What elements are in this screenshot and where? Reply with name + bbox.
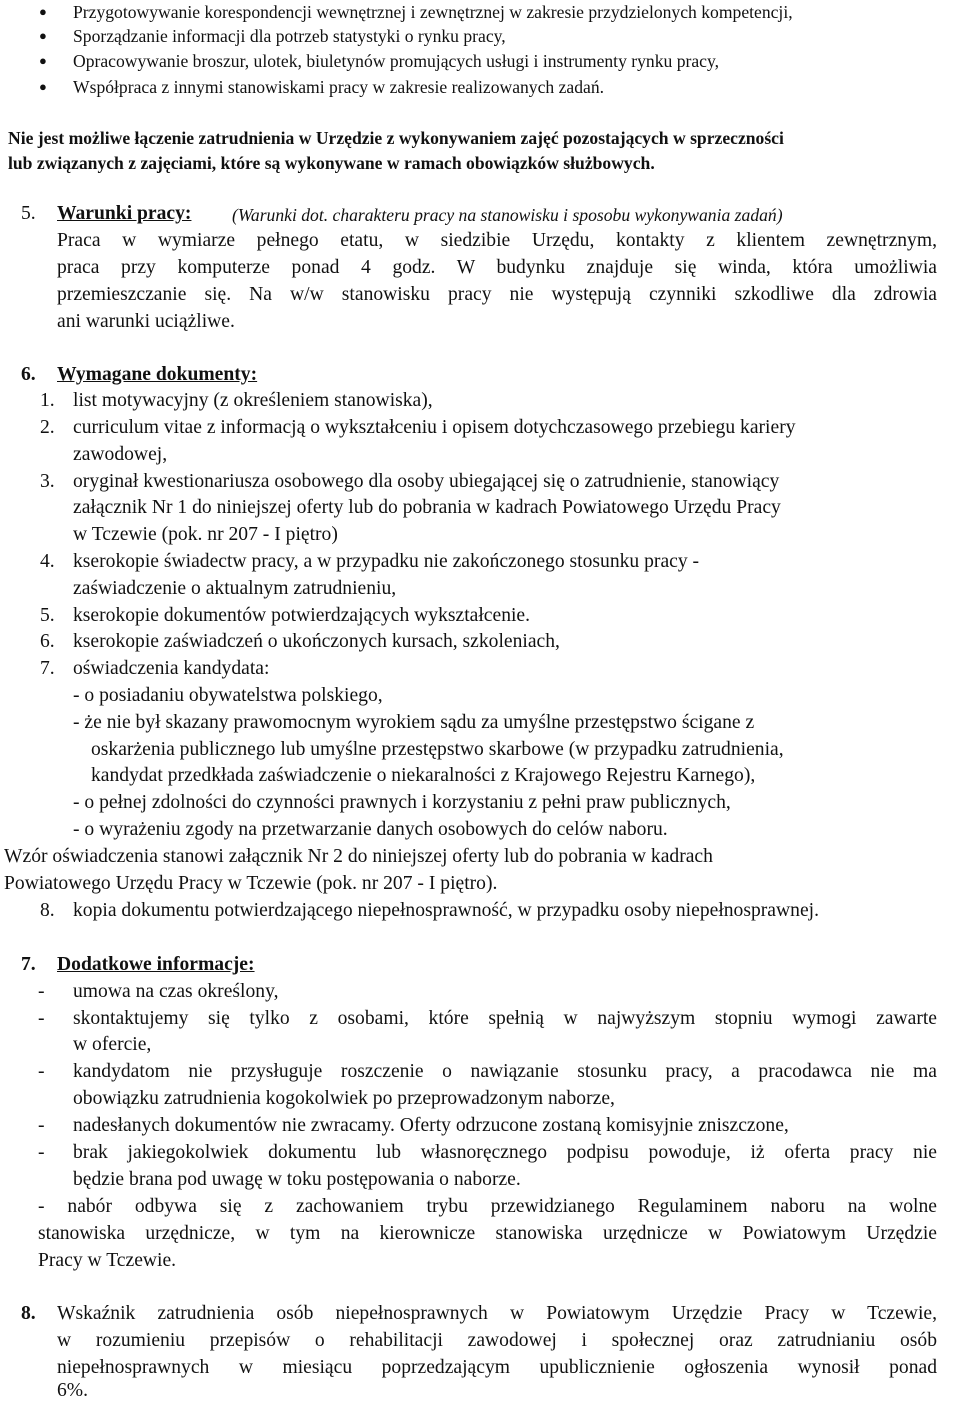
list-item: w Tczewie (pok. nr 207 - I piętro) (73, 524, 338, 545)
template-note-line: Powiatowego Urzędu Pracy w Tczewie (pok. nr 207 - I piętro). (4, 873, 498, 894)
paragraph-line: Praca w wymiarze pełnego etatu, w siedzibie Urzędu, kontakty z klientem zewnętrznym, (57, 230, 937, 251)
item-number: 8. (40, 900, 55, 921)
template-note-line: Wzór oświadczenia stanowi załącznik Nr 2 do niniejszej oferty lub do pobrania w kadrach (4, 846, 713, 867)
paragraph-line: stanowiska urzędnicze, w tym na kierownicze stanowiska urzędnicze w Powiatowym Urzędzie (38, 1223, 937, 1244)
list-item: list motywacyjny (z określeniem stanowiska), (73, 390, 433, 411)
paragraph-line: - nabór odbywa się z zachowaniem trybu przewidzianego Regulaminem naboru na wolne (38, 1196, 937, 1217)
item-number: 6. (40, 631, 55, 652)
bullet-icon: ● (39, 79, 47, 94)
list-item: brak jakiegokolwiek dokumentu lub własnoręcznego podpisu powoduje, iż oferta pracy nie (73, 1142, 937, 1163)
section-subtitle: (Warunki dot. charakteru pracy na stanowisku i sposobu wykonywania zadań) (232, 205, 783, 225)
list-item: skontaktujemy się tylko z osobami, które spełnią w najwyższym stopniu wymogi zawarte (73, 1008, 937, 1029)
declaration-line: oskarżenia publicznego lub umyślne przestępstwo skarbowe (w przypadku zatrudnienia, (91, 739, 784, 760)
bullet-icon: ● (39, 28, 47, 43)
paragraph-line: niepełnosprawnych w miesiącu poprzedzającym upublicznienie ogłoszenia wynosił ponad (57, 1357, 937, 1378)
list-item: kserokopie zaświadczeń o ukończonych kursach, szkoleniach, (73, 631, 560, 652)
paragraph-line: w rozumieniu przepisów o rehabilitacji zawodowej i społecznej oraz zatrudnianiu osób (57, 1330, 937, 1351)
list-item: nadesłanych dokumentów nie zwracamy. Oferty odrzucone zostaną komisyjnie zniszczone, (73, 1115, 789, 1136)
paragraph-line: przemieszczanie się. Na w/w stanowisku pracy nie występują czynniki szkodliwe dla zdrowia (57, 284, 937, 305)
item-number: 3. (40, 471, 55, 492)
dash-marker: - (38, 1115, 45, 1136)
list-item: Sporządzanie informacji dla potrzeb statystyki o rynku pracy, (73, 26, 506, 46)
paragraph-line: praca przy komputerze ponad 4 godz. W budynku znajduje się winda, która umożliwia (57, 257, 937, 278)
dash-marker: - (38, 1142, 45, 1163)
item-number: 5. (40, 605, 55, 626)
list-item: Przygotowywanie korespondencji wewnętrznej i zewnętrznej w zakresie przydzielonych kompetencji, (73, 2, 793, 22)
list-item: kserokopie świadectw pracy, a w przypadku nie zakończonego stosunku pracy - (73, 551, 700, 572)
declaration-line: kandydat przedkłada zaświadczenie o niekaralności z Krajowego Rejestru Karnego), (91, 765, 756, 786)
list-item: zawodowej, (73, 444, 168, 465)
paragraph-line: 6%. (57, 1380, 89, 1401)
list-item: kandydatom nie przysługuje roszczenie o nawiązanie stosunku pracy, a pracodawca nie ma (73, 1061, 937, 1082)
section-number: 5. (21, 203, 36, 224)
item-number: 1. (40, 390, 55, 411)
notice-line: Nie jest możliwe łączenie zatrudnienia w Urzędzie z wykonywaniem zajęć pozostających w sprzeczności (8, 128, 784, 148)
dash-marker: - (38, 981, 45, 1002)
declaration-line: - o pełnej zdolności do czynności prawnych i korzystaniu z pełni praw publicznych, (73, 792, 731, 813)
list-item: obowiązku zatrudnienia kogokolwiek po przeprowadzonym naborze, (73, 1088, 615, 1109)
list-item: będzie brana pod uwagę w toku postępowania o naborze. (73, 1169, 521, 1190)
dash-marker: - (38, 1008, 45, 1029)
list-item: Współpraca z innymi stanowiskami pracy w zakresie realizowanych zadań. (73, 77, 605, 97)
declaration-line: - że nie był skazany prawomocnym wyrokiem sądu za umyślne przestępstwo ścigane z (73, 712, 755, 733)
section-title: Warunki pracy: (57, 203, 192, 224)
dash-marker: - (38, 1061, 45, 1082)
list-item: oryginał kwestionariusza osobowego dla osoby ubiegającej się o zatrudnienie, stanowiący (73, 471, 780, 492)
list-item: Opracowywanie broszur, ulotek, biuletynów promujących usługi i instrumenty rynku pracy, (73, 51, 720, 71)
item-number: 2. (40, 417, 55, 438)
bullet-icon: ● (39, 53, 47, 68)
section-number: 8. (21, 1303, 36, 1324)
paragraph-line: Wskaźnik zatrudnienia osób niepełnosprawnych w Powiatowym Urzędzie Pracy w Tczewie, (57, 1303, 937, 1324)
item-number: 7. (40, 658, 55, 679)
list-item: zaświadczenie o aktualnym zatrudnieniu, (73, 578, 397, 599)
paragraph-line: Pracy w Tczewie. (38, 1250, 177, 1271)
declaration-line: - o posiadaniu obywatelstwa polskiego, (73, 685, 383, 706)
list-item: curriculum vitae z informacją o wykształceniu i opisem dotychczasowego przebiegu kariery (73, 417, 796, 438)
section-title: Wymagane dokumenty: (57, 364, 258, 385)
notice-line: lub związanych z zajęciami, które są wykonywane w ramach obowiązków służbowych. (8, 153, 655, 173)
paragraph-line: ani warunki uciążliwe. (57, 311, 235, 332)
list-item: załącznik Nr 1 do niniejszej oferty lub do pobrania w kadrach Powiatowego Urzędu Pracy (73, 497, 781, 518)
list-item: kserokopie dokumentów potwierdzających wykształcenie. (73, 605, 531, 626)
list-item: oświadczenia kandydata: (73, 658, 270, 679)
item-number: 4. (40, 551, 55, 572)
section-title: Dodatkowe informacje: (57, 954, 255, 975)
list-item: kopia dokumentu potwierdzającego niepełnosprawność, w przypadku osoby niepełnosprawnej. (73, 900, 819, 921)
list-item: umowa na czas określony, (73, 981, 279, 1002)
bullet-icon: ● (39, 4, 47, 19)
declaration-line: - o wyrażeniu zgody na przetwarzanie danych osobowych do celów naboru. (73, 819, 668, 840)
section-number: 6. (21, 364, 36, 385)
section-number: 7. (21, 954, 36, 975)
list-item: w ofercie, (73, 1034, 152, 1055)
